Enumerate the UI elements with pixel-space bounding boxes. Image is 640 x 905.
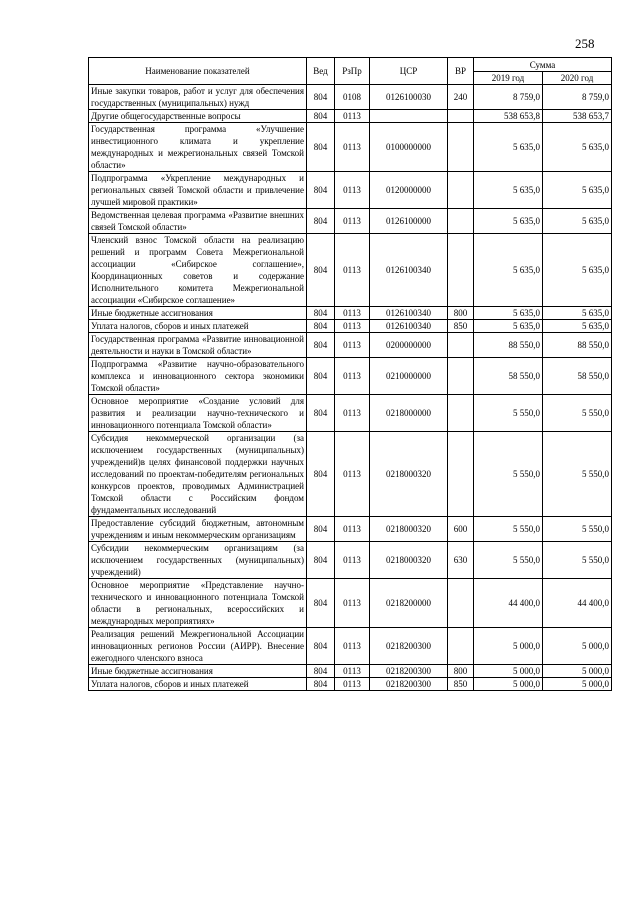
- table-row: [89, 678, 612, 691]
- cell-ved: 804: [307, 542, 335, 579]
- cell-ved: 804: [307, 85, 335, 110]
- cell-rzpr: 0113: [335, 579, 370, 628]
- cell-vr: 850: [448, 678, 474, 691]
- cell-vr: [448, 628, 474, 665]
- header-2020: 2020 год: [543, 72, 612, 85]
- cell-csr: 0218000000: [370, 395, 448, 432]
- cell-y2020: 5 635,0: [543, 123, 612, 172]
- cell-name: Государственная программа «Улучшение инвестиционного климата и укрепление международных и межрегиональных связей Томской области»: [89, 123, 307, 172]
- cell-csr: 0218200300: [370, 665, 448, 678]
- cell-csr: 0100000000: [370, 123, 448, 172]
- table-row: [89, 85, 612, 110]
- cell-ved: 804: [307, 517, 335, 542]
- cell-csr: 0218000320: [370, 517, 448, 542]
- header-ved: Вед: [307, 58, 335, 85]
- cell-name: Подпрограмма «Укрепление международных и региональных связей Томской области и привлечение лучшей мировой практики»: [89, 172, 307, 209]
- table-row: [89, 628, 612, 665]
- cell-y2020: 58 550,0: [543, 358, 612, 395]
- cell-y2020: 5 000,0: [543, 628, 612, 665]
- cell-name: Реализация решений Межрегиональной Ассоциации инновационных регионов России (АИРР). Внесение ежегодного членского взноса: [89, 628, 307, 665]
- cell-name: Членский взнос Томской области на реализацию решений и программ Совета Межрегиональной ассоциации «Сибирское соглашение», Координационных советов и содержание Исполнительного комитета Межрегиональной ассоциации «Сибирское соглашение»: [89, 234, 307, 307]
- cell-name: Подпрограмма «Развитие научно-образовательного комплекса и инновационного сектора экономики Томской области»: [89, 358, 307, 395]
- cell-ved: 804: [307, 172, 335, 209]
- cell-csr: 0126100340: [370, 234, 448, 307]
- header-name: Наименование показателей: [89, 58, 307, 85]
- cell-y2020: 44 400,0: [543, 579, 612, 628]
- cell-y2020: 5 550,0: [543, 432, 612, 517]
- cell-rzpr: 0113: [335, 358, 370, 395]
- cell-vr: 800: [448, 665, 474, 678]
- cell-y2020: 88 550,0: [543, 333, 612, 358]
- cell-rzpr: 0113: [335, 320, 370, 333]
- cell-y2020: 5 550,0: [543, 517, 612, 542]
- cell-y2019: 5 000,0: [474, 665, 543, 678]
- cell-rzpr: 0113: [335, 678, 370, 691]
- cell-y2019: 5 000,0: [474, 628, 543, 665]
- cell-name: Иные закупки товаров, работ и услуг для обеспечения государственных (муниципальных) нужд: [89, 85, 307, 110]
- cell-rzpr: 0113: [335, 209, 370, 234]
- cell-vr: [448, 395, 474, 432]
- cell-csr: 0218200300: [370, 628, 448, 665]
- cell-ved: 804: [307, 665, 335, 678]
- cell-csr: 0120000000: [370, 172, 448, 209]
- cell-ved: 804: [307, 333, 335, 358]
- table-row: [89, 234, 612, 307]
- header-rzpr: РзПр: [335, 58, 370, 85]
- table-row: [89, 665, 612, 678]
- cell-vr: 240: [448, 85, 474, 110]
- cell-ved: 804: [307, 358, 335, 395]
- cell-rzpr: 0108: [335, 85, 370, 110]
- cell-vr: 600: [448, 517, 474, 542]
- cell-csr: 0218000320: [370, 432, 448, 517]
- cell-rzpr: 0113: [335, 432, 370, 517]
- cell-name: Государственная программа «Развитие инновационной деятельности и науки в Томской области»: [89, 333, 307, 358]
- cell-rzpr: 0113: [335, 234, 370, 307]
- cell-vr: [448, 209, 474, 234]
- cell-name: Основное мероприятие «Создание условий для развития и реализации научно-технического и инновационного потенциала Томской области»: [89, 395, 307, 432]
- cell-csr: 0126100340: [370, 320, 448, 333]
- cell-y2020: 538 653,7: [543, 110, 612, 123]
- cell-y2019: 5 635,0: [474, 307, 543, 320]
- header-vr: ВР: [448, 58, 474, 85]
- cell-rzpr: 0113: [335, 123, 370, 172]
- table-row: [89, 579, 612, 628]
- budget-table: [88, 57, 612, 691]
- cell-csr: 0218200000: [370, 579, 448, 628]
- cell-ved: 804: [307, 320, 335, 333]
- cell-vr: [448, 333, 474, 358]
- cell-ved: 804: [307, 579, 335, 628]
- cell-rzpr: 0113: [335, 172, 370, 209]
- header-csr: ЦСР: [370, 58, 448, 85]
- header-sum: Сумма: [474, 58, 612, 72]
- cell-y2020: 8 759,0: [543, 85, 612, 110]
- cell-ved: 804: [307, 234, 335, 307]
- cell-y2020: 5 550,0: [543, 395, 612, 432]
- cell-y2019: 538 653,8: [474, 110, 543, 123]
- table-row: [89, 172, 612, 209]
- cell-rzpr: 0113: [335, 665, 370, 678]
- cell-csr: [370, 110, 448, 123]
- cell-y2019: 5 635,0: [474, 234, 543, 307]
- cell-ved: 804: [307, 307, 335, 320]
- cell-y2020: 5 635,0: [543, 320, 612, 333]
- cell-y2019: 5 635,0: [474, 123, 543, 172]
- cell-name: Иные бюджетные ассигнования: [89, 665, 307, 678]
- cell-ved: 804: [307, 432, 335, 517]
- cell-vr: 800: [448, 307, 474, 320]
- cell-y2019: 58 550,0: [474, 358, 543, 395]
- header-2019: 2019 год: [474, 72, 543, 85]
- table-row: [89, 123, 612, 172]
- cell-y2020: 5 000,0: [543, 665, 612, 678]
- cell-ved: 804: [307, 209, 335, 234]
- cell-y2019: 44 400,0: [474, 579, 543, 628]
- cell-y2020: 5 635,0: [543, 172, 612, 209]
- cell-rzpr: 0113: [335, 628, 370, 665]
- cell-rzpr: 0113: [335, 110, 370, 123]
- cell-name: Иные бюджетные ассигнования: [89, 307, 307, 320]
- cell-name: Основное мероприятие «Представление научно-технического и инновационного потенциала Томской области в региональных, всероссийских и международных мероприятиях»: [89, 579, 307, 628]
- cell-y2020: 5 550,0: [543, 542, 612, 579]
- cell-rzpr: 0113: [335, 307, 370, 320]
- page-number: 258: [575, 36, 595, 51]
- cell-rzpr: 0113: [335, 333, 370, 358]
- cell-y2019: 5 635,0: [474, 320, 543, 333]
- table-row: [89, 333, 612, 358]
- cell-ved: 804: [307, 628, 335, 665]
- table-row: [89, 307, 612, 320]
- cell-y2020: 5 635,0: [543, 209, 612, 234]
- table-row: [89, 517, 612, 542]
- cell-csr: 0200000000: [370, 333, 448, 358]
- cell-ved: 804: [307, 678, 335, 691]
- cell-y2020: 5 000,0: [543, 678, 612, 691]
- cell-y2019: 5 635,0: [474, 209, 543, 234]
- cell-name: Уплата налогов, сборов и иных платежей: [89, 678, 307, 691]
- cell-name: Субсидия некоммерческой организации (за исключением государственных (муниципальных) учреждений)в целях финансовой поддержки научных исследований по проектам-победителям региональных конкурсов проектов, проводимых Администрацией Томской области с Российским фондом фундаментальных исследований: [89, 432, 307, 517]
- cell-name: Субсидии некоммерческим организациям (за исключением государственных (муниципальных) учреждений): [89, 542, 307, 579]
- table-row: [89, 432, 612, 517]
- cell-vr: [448, 123, 474, 172]
- cell-y2020: 5 635,0: [543, 307, 612, 320]
- table-body: [89, 85, 612, 691]
- cell-name: Уплата налогов, сборов и иных платежей: [89, 320, 307, 333]
- cell-y2019: 88 550,0: [474, 333, 543, 358]
- cell-y2019: 5 550,0: [474, 395, 543, 432]
- cell-y2020: 5 635,0: [543, 234, 612, 307]
- cell-y2019: 8 759,0: [474, 85, 543, 110]
- cell-y2019: 5 550,0: [474, 542, 543, 579]
- table-row: [89, 209, 612, 234]
- cell-vr: [448, 579, 474, 628]
- cell-ved: 804: [307, 110, 335, 123]
- cell-rzpr: 0113: [335, 542, 370, 579]
- table-row: [89, 395, 612, 432]
- cell-y2019: 5 000,0: [474, 678, 543, 691]
- cell-csr: 0126100340: [370, 307, 448, 320]
- cell-vr: 850: [448, 320, 474, 333]
- cell-name: Предоставление субсидий бюджетным, автономным учреждениям и иным некоммерческим организациям: [89, 517, 307, 542]
- cell-vr: 630: [448, 542, 474, 579]
- cell-y2019: 5 550,0: [474, 432, 543, 517]
- cell-csr: 0210000000: [370, 358, 448, 395]
- cell-name: Другие общегосударственные вопросы: [89, 110, 307, 123]
- cell-vr: [448, 358, 474, 395]
- table-row: [89, 110, 612, 123]
- cell-vr: [448, 432, 474, 517]
- cell-y2019: 5 635,0: [474, 172, 543, 209]
- table-row: [89, 358, 612, 395]
- cell-ved: 804: [307, 395, 335, 432]
- cell-rzpr: 0113: [335, 517, 370, 542]
- cell-vr: [448, 110, 474, 123]
- cell-y2019: 5 550,0: [474, 517, 543, 542]
- table-row: [89, 320, 612, 333]
- cell-name: Ведомственная целевая программа «Развитие внешних связей Томской области»: [89, 209, 307, 234]
- cell-csr: 0126100000: [370, 209, 448, 234]
- cell-vr: [448, 172, 474, 209]
- table-row: [89, 542, 612, 579]
- cell-ved: 804: [307, 123, 335, 172]
- cell-rzpr: 0113: [335, 395, 370, 432]
- cell-csr: 0218000320: [370, 542, 448, 579]
- cell-csr: 0218200300: [370, 678, 448, 691]
- cell-vr: [448, 234, 474, 307]
- header-row: [89, 58, 612, 72]
- cell-csr: 0126100030: [370, 85, 448, 110]
